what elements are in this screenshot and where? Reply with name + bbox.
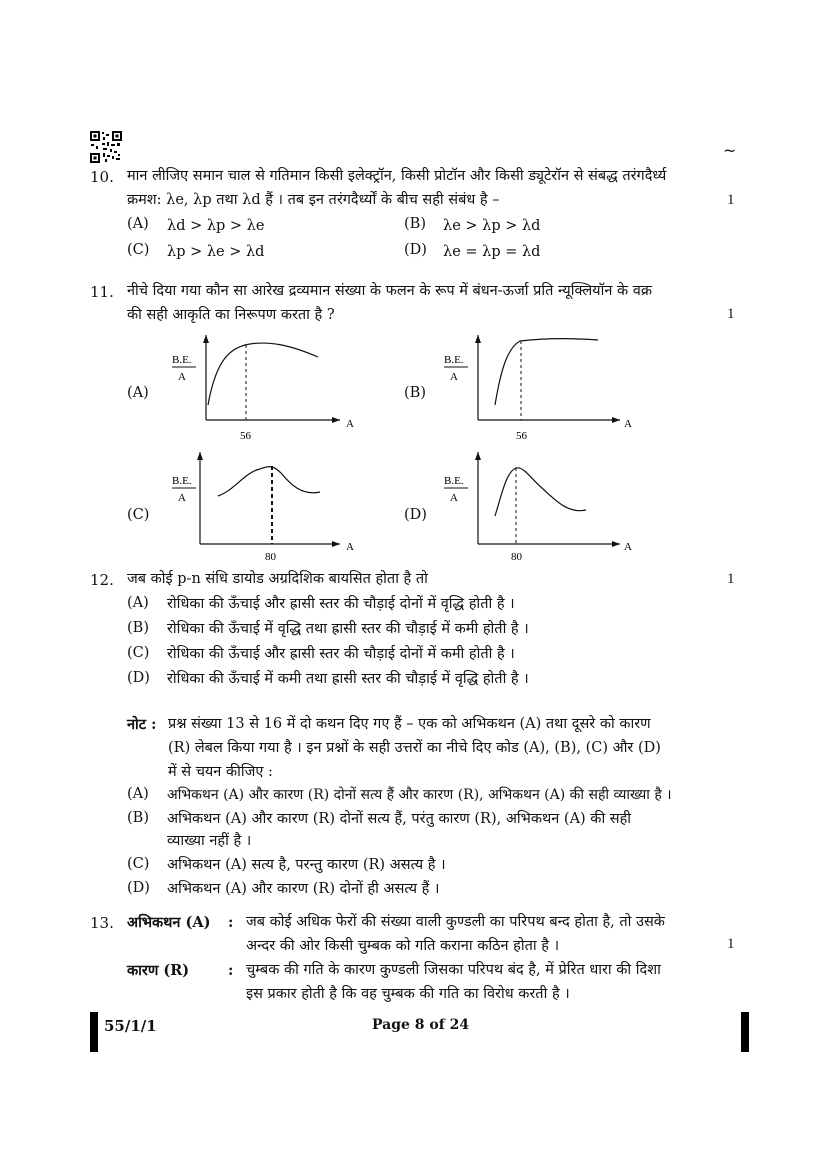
- note-option-c-text: अभिकथन (A) सत्य है, परन्तु कारण (R) असत्य है ।: [167, 857, 446, 873]
- q12-option-c-label: (C): [127, 645, 150, 661]
- q13-assertion-line2: अन्दर की ओर किसी चुम्बक को गति कराना कठिन होता है ।: [246, 938, 560, 954]
- q10-stem-line1: मान लीजिए समान चाल से गतिमान किसी इलेक्ट्रॉन, किसी प्रोटॉन और किसी ड्यूटेरॉन से संबद्ध तरंगदैर्ध्य: [127, 168, 667, 184]
- graph-c-tick: 80: [265, 551, 276, 563]
- graph-b-curve: [495, 339, 598, 405]
- q13-marks: 1: [727, 936, 735, 952]
- q12-option-c-text: रोधिका की ऊँचाई और ह्रासी स्तर की चौड़ाई दोनों में कमी होती है ।: [167, 646, 515, 662]
- graph-b-label: (B): [404, 385, 426, 401]
- q10-option-d-text: λe = λp = λd: [443, 244, 541, 260]
- graph-a: [160, 335, 370, 445]
- footer-right-bar: [741, 1012, 749, 1052]
- note-line1: प्रश्न संख्या 13 से 16 में दो कथन दिए गए हैं – एक को अभिकथन (A) तथा दूसरे को कारण: [168, 716, 651, 732]
- graph-d: [440, 452, 650, 567]
- q12-option-d-label: (D): [127, 670, 150, 686]
- graph-a-ylabel-bottom: A: [178, 371, 186, 383]
- graph-d-curve: [495, 468, 586, 516]
- note-option-a-text: अभिकथन (A) और कारण (R) दोनों सत्य हैं और कारण (R), अभिकथन (A) की सही व्याख्या है ।: [167, 787, 672, 803]
- q13-reason-colon: :: [228, 962, 234, 979]
- graph-a-ylabel-top: B.E.: [172, 354, 192, 366]
- graph-d-tick: 80: [511, 551, 522, 563]
- q12-marks: 1: [727, 571, 735, 587]
- graph-c: [160, 452, 370, 567]
- graph-b-ylabel-bottom: A: [450, 371, 458, 383]
- graph-d-label: (D): [404, 507, 427, 523]
- q10-option-c-label: (C): [127, 242, 150, 258]
- footer-code: 55/1/1: [104, 1017, 157, 1035]
- graph-c-curve: [218, 467, 320, 496]
- footer-page: Page 8 of 24: [372, 1017, 470, 1033]
- q11-number: 11.: [90, 283, 114, 301]
- note-option-d-label: (D): [127, 880, 150, 896]
- note-option-b-text: अभिकथन (A) और कारण (R) दोनों सत्य हैं, परंतु कारण (R), अभिकथन (A) की सही: [167, 811, 632, 827]
- q11-marks: 1: [727, 306, 735, 322]
- q12-option-a-text: रोधिका की ऊँचाई और ह्रासी स्तर की चौड़ाई दोनों में वृद्धि होती है ।: [167, 596, 515, 612]
- graph-b-tick: 56: [516, 430, 527, 442]
- graph-d-ylabel-top: B.E.: [444, 475, 464, 487]
- note-heading: नोट :: [127, 716, 157, 733]
- graph-a-xlabel: A: [346, 418, 354, 430]
- tilde-mark: ~: [723, 141, 737, 160]
- q11-stem-line2: की सही आकृति का निरूपण करता है ?: [127, 307, 335, 323]
- note-option-a-label: (A): [127, 786, 149, 802]
- q11-stem-line1: नीचे दिया गया कौन सा आरेख द्रव्यमान संख्या के फलन के रूप में बंधन-ऊर्जा प्रति न्यूक्लियॉन के वक्र: [127, 283, 652, 299]
- q10-marks: 1: [727, 192, 735, 208]
- q12-option-b-label: (B): [127, 620, 149, 636]
- q10-option-d-label: (D): [404, 242, 427, 258]
- note-option-d-text: अभिकथन (A) और कारण (R) दोनों ही असत्य हैं ।: [167, 881, 440, 897]
- q13-assertion-colon: :: [228, 914, 234, 931]
- graph-d-xlabel: A: [624, 541, 632, 553]
- graph-d-ylabel-bottom: A: [450, 492, 458, 504]
- graph-c-ylabel-bottom: A: [178, 492, 186, 504]
- q13-reason-line2: इस प्रकार होती है कि वह चुम्बक की गति का विरोध करती है ।: [246, 986, 570, 1002]
- q10-number: 10.: [90, 168, 114, 186]
- q10-option-a-label: (A): [127, 216, 149, 232]
- graph-c-xlabel: A: [346, 541, 354, 553]
- q12-option-a-label: (A): [127, 595, 149, 611]
- graph-c-ylabel-top: B.E.: [172, 475, 192, 487]
- graph-b-xlabel: A: [624, 418, 632, 430]
- q13-number: 13.: [90, 914, 114, 932]
- qr-code-icon: [90, 131, 122, 163]
- graph-b-ylabel-top: B.E.: [444, 354, 464, 366]
- q12-option-d-text: रोधिका की ऊँचाई में कमी तथा ह्रासी स्तर की चौड़ाई में वृद्धि होती है ।: [167, 671, 529, 687]
- q13-assertion-line1: जब कोई अधिक फेरों की संख्या वाली कुण्डली का परिपथ बन्द होता है, तो उसके: [246, 914, 665, 930]
- q12-stem: जब कोई p-n संधि डायोड अग्रदिशिक बायसित होता है तो: [127, 571, 428, 587]
- graph-a-curve: [208, 343, 318, 405]
- q12-option-b-text: रोधिका की ऊँचाई में वृद्धि तथा ह्रासी स्तर की चौड़ाई में कमी होती है ।: [167, 621, 529, 637]
- graph-c-label: (C): [127, 507, 150, 523]
- note-option-b-label: (B): [127, 810, 149, 826]
- q13-reason-label: कारण (R): [127, 962, 190, 979]
- q10-option-a-text: λd > λp > λe: [167, 218, 265, 234]
- q13-assertion-label: अभिकथन (A): [127, 914, 211, 931]
- graph-a-tick: 56: [240, 430, 251, 442]
- note-option-c-label: (C): [127, 856, 150, 872]
- footer-left-bar: [90, 1012, 98, 1052]
- note-line2: (R) लेबल किया गया है । इन प्रश्नों के सही उत्तरों का नीचे दिए कोड (A), (B), (C) और (D): [168, 740, 661, 756]
- note-option-b-text2: व्याख्या नहीं है ।: [167, 833, 252, 849]
- q10-option-c-text: λp > λe > λd: [167, 244, 265, 260]
- q10-option-b-text: λe > λp > λd: [443, 218, 541, 234]
- q12-number: 12.: [90, 571, 114, 589]
- graph-b: [440, 335, 650, 445]
- q10-stem-line2: क्रमश: λe, λp तथा λd हैं । तब इन तरंगदैर्ध्यों के बीच सही संबंध है –: [127, 192, 500, 208]
- q13-reason-line1: चुम्बक की गति के कारण कुण्डली जिसका परिपथ बंद है, में प्रेरित धारा की दिशा: [246, 962, 661, 978]
- note-line3: में से चयन कीजिए :: [168, 764, 273, 780]
- graph-a-label: (A): [127, 385, 149, 401]
- q10-option-b-label: (B): [404, 216, 426, 232]
